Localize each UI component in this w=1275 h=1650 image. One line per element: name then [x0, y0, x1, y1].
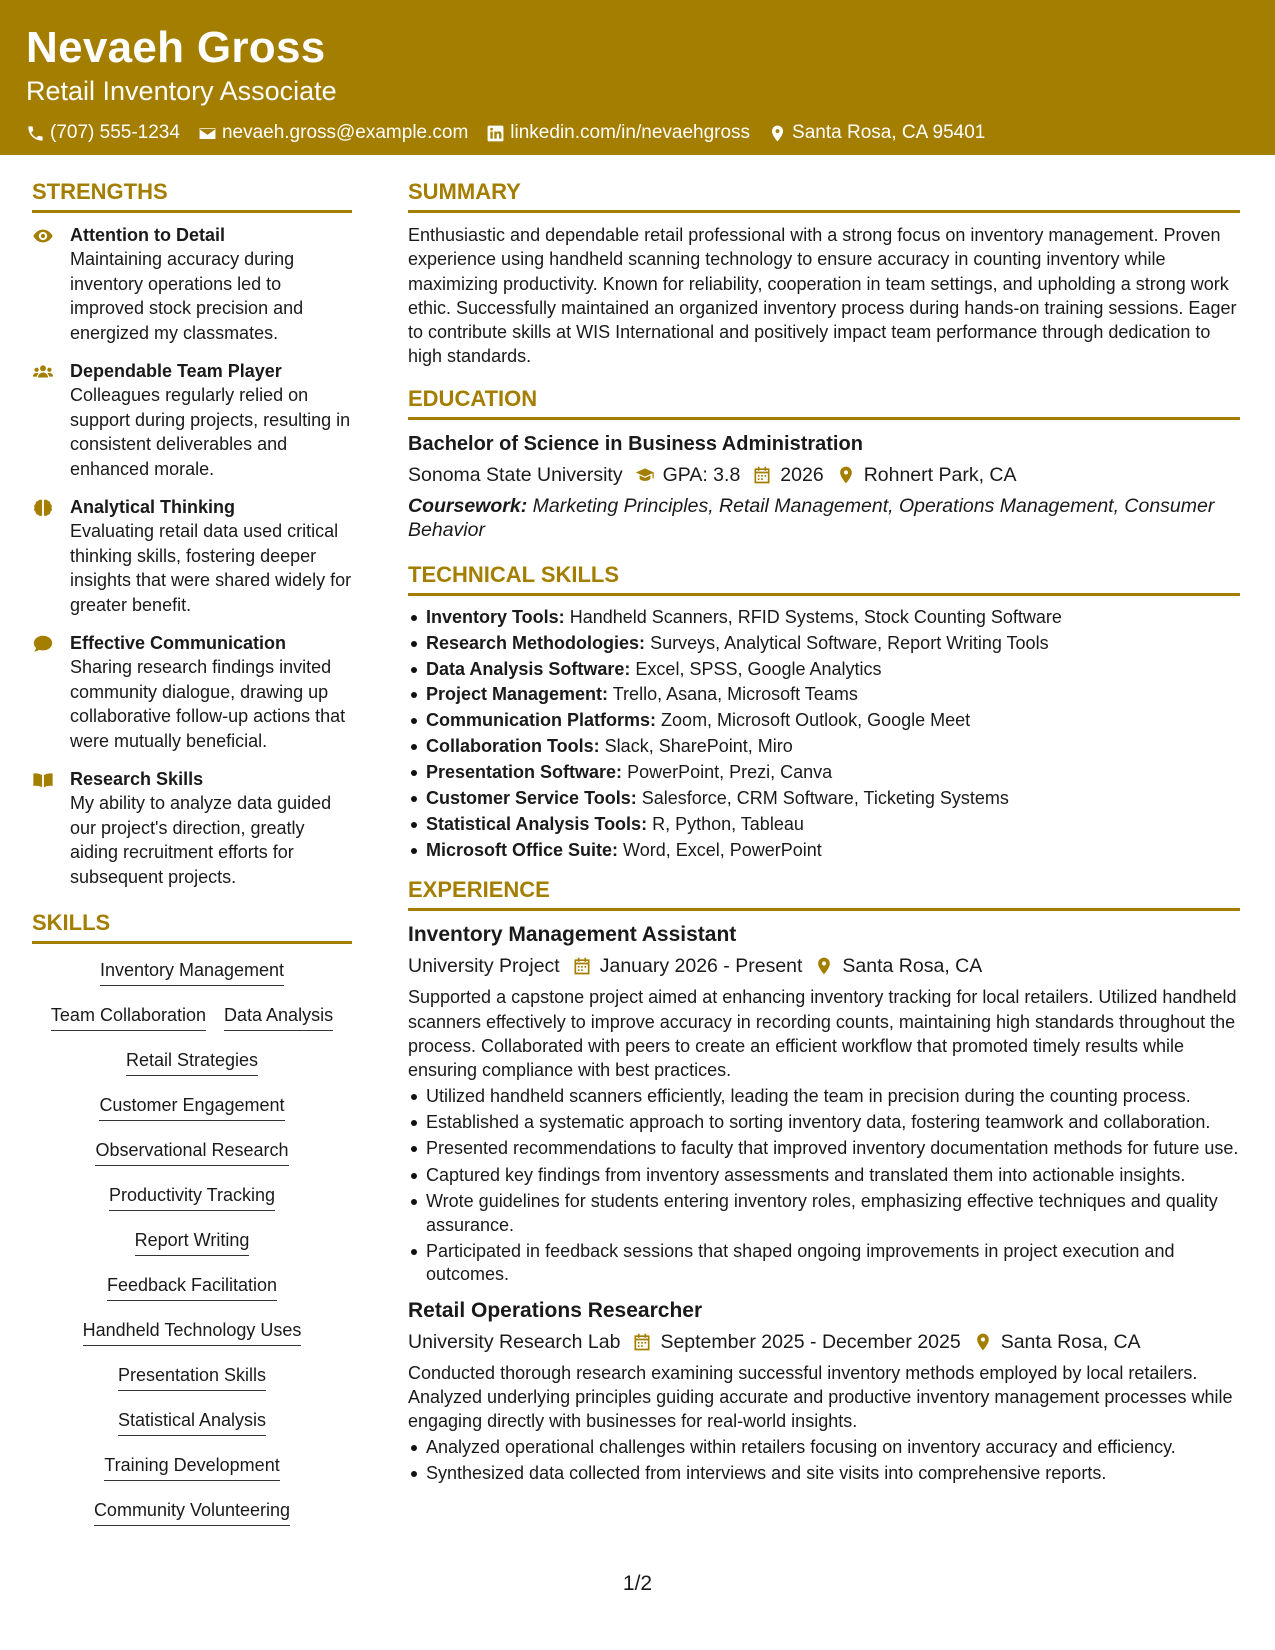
- technical-skills-heading: TECHNICAL SKILLS: [408, 561, 1240, 596]
- strength-item: [32, 223, 352, 345]
- tech-value: R, Python, Tableau: [652, 813, 804, 834]
- list-item: [426, 813, 1240, 837]
- tech-value: Excel, SPSS, Google Analytics: [635, 658, 882, 679]
- strength-desc: Sharing research findings invited community dialogue, drawing up collaborative follow-up actions that were mutually beneficial.: [70, 657, 346, 751]
- list-item: [426, 735, 1240, 759]
- tech-label: Presentation Software:: [426, 762, 623, 783]
- list-item: Wrote guidelines for students entering inventory roles, emphasizing effective techniques and quality assurance.: [426, 1190, 1240, 1237]
- comment-icon: [32, 633, 54, 655]
- tech-label: Microsoft Office Suite:: [426, 839, 619, 860]
- email-text: nevaeh.gross@example.com: [221, 122, 469, 143]
- tech-label: Customer Service Tools:: [426, 788, 637, 809]
- list-item: Synthesized data collected from interviews and site visits into comprehensive reports.: [426, 1462, 1240, 1485]
- technical-skills-list: [408, 606, 1240, 863]
- job-dates: January 2026 - Present: [599, 955, 803, 978]
- job-location: Santa Rosa, CA: [1000, 1330, 1141, 1353]
- skill-tag: Report Writing: [135, 1228, 250, 1256]
- tech-value: Trello, Asana, Microsoft Teams: [612, 684, 858, 705]
- tech-label: Collaboration Tools:: [426, 736, 600, 757]
- job-dates: September 2025 - December 2025: [660, 1330, 961, 1353]
- skill-tag: Community Volunteering: [94, 1498, 290, 1526]
- skill-tag: Customer Engagement: [99, 1093, 284, 1121]
- eye-icon: [32, 225, 54, 247]
- strength-title: Attention to Detail: [70, 225, 225, 245]
- coursework: [408, 494, 1240, 543]
- strengths-heading: STRENGTHS: [32, 178, 352, 213]
- strength-desc: Maintaining accuracy during inventory operations led to improved stock precision and energized my classmates.: [70, 249, 304, 343]
- strength-title: Analytical Thinking: [70, 497, 236, 517]
- contact-location: [768, 120, 985, 146]
- tech-label: Inventory Tools:: [426, 606, 565, 627]
- tech-label: Statistical Analysis Tools:: [426, 813, 648, 834]
- skills-list: [32, 958, 352, 1543]
- book-open-icon: [32, 769, 54, 791]
- calendar-icon: [752, 465, 772, 485]
- skill-tag: Team Collaboration: [51, 1003, 206, 1031]
- job-meta: [408, 1327, 1240, 1357]
- list-item: [426, 761, 1240, 785]
- degree-title: Bachelor of Science in Business Administration: [408, 432, 863, 455]
- skill-tag: Retail Strategies: [126, 1048, 258, 1076]
- summary-heading: SUMMARY: [408, 178, 1240, 213]
- strength-item: [32, 631, 352, 753]
- envelope-icon: [198, 124, 217, 143]
- job-location: Santa Rosa, CA: [842, 955, 983, 978]
- brain-icon: [32, 497, 54, 519]
- skills-heading: SKILLS: [32, 909, 352, 944]
- map-marker-icon: [814, 956, 834, 976]
- phone-icon: [26, 124, 45, 143]
- list-item: Established a systematic approach to sorting inventory data, fostering teamwork and collaboration.: [426, 1111, 1240, 1134]
- skill-tag: Inventory Management: [100, 958, 284, 986]
- graduation-cap-icon: [635, 465, 655, 485]
- tech-value: Salesforce, CRM Software, Ticketing Systems: [641, 788, 1009, 809]
- candidate-name: Nevaeh Gross: [26, 23, 326, 72]
- education-meta: [408, 460, 1240, 490]
- contact-linkedin[interactable]: [486, 120, 750, 146]
- list-item: [426, 709, 1240, 733]
- users-icon: [32, 361, 54, 383]
- strength-title: Research Skills: [70, 769, 204, 789]
- list-item: [426, 658, 1240, 682]
- skill-tag: Feedback Facilitation: [107, 1273, 277, 1301]
- coursework-list: Marketing Principles, Retail Management, Operations Management, Consumer Behavior: [408, 494, 1215, 542]
- contact-phone[interactable]: [26, 120, 180, 146]
- skill-tag: Data Analysis: [224, 1003, 333, 1031]
- coursework-label: Coursework:: [408, 494, 528, 517]
- tech-label: Research Methodologies:: [426, 632, 646, 653]
- job-org: University Project: [408, 955, 560, 978]
- tech-value: Zoom, Microsoft Outlook, Google Meet: [661, 710, 971, 731]
- linkedin-text: linkedin.com/in/nevaehgross: [510, 122, 751, 143]
- page-number: 1/2: [622, 1572, 653, 1595]
- list-item: [426, 683, 1240, 707]
- school-name: Sonoma State University: [408, 463, 623, 486]
- contact-bar: [26, 120, 1249, 146]
- job-bullets: [408, 1085, 1240, 1287]
- skill-tag: Handheld Technology Uses: [83, 1318, 302, 1346]
- contact-email[interactable]: [198, 120, 468, 146]
- list-item: Participated in feedback sessions that shaped ongoing improvements in project execution and outcomes.: [426, 1240, 1240, 1287]
- skill-tag: Statistical Analysis: [118, 1408, 266, 1436]
- left-column: [32, 178, 352, 1543]
- graduation-year: 2026: [780, 463, 824, 486]
- job-title: Inventory Management Assistant: [408, 923, 737, 947]
- header: [0, 0, 1275, 155]
- phone-text: (707) 555-1234: [50, 122, 180, 143]
- summary-text: Enthusiastic and dependable retail professional with a strong focus on inventory management. Proven experience using handheld scanning technology to ensure accuracy in counting inventory while maximizing productivity. Known for reliability, cooperation in team settings, and upholding a strong work ethic. Successfully maintained an organized inventory process during hands-on training sessions. Eager to contribute skills at WIS International and positively impact team performance through dedication to high standards.: [408, 225, 1237, 367]
- map-marker-icon: [973, 1332, 993, 1352]
- tech-value: Handheld Scanners, RFID Systems, Stock Counting Software: [569, 606, 1062, 627]
- list-item: [426, 606, 1240, 630]
- strength-item: [32, 359, 352, 481]
- strength-title: Effective Communication: [70, 633, 287, 653]
- job-description: Supported a capstone project aimed at enhancing inventory tracking for local retailers. Utilized handheld scanners effectively to improve accuracy in recording counts, maintaining high standards throughout the process. Collaborated with peers to create an efficient workflow that promoted timely results while ensuring compliance with best practices.: [408, 987, 1237, 1081]
- experience-heading: EXPERIENCE: [408, 876, 1240, 911]
- strength-item: [32, 495, 352, 617]
- strength-desc: Evaluating retail data used critical thinking skills, fostering deeper insights that were shared widely for greater benefit.: [70, 521, 352, 615]
- list-item: Utilized handheld scanners efficiently, leading the team in precision during the counting process.: [426, 1085, 1240, 1108]
- tech-label: Communication Platforms:: [426, 710, 657, 731]
- job-entry: [408, 1297, 1240, 1486]
- right-column: [408, 178, 1240, 1489]
- job-title: Retail Inventory Associate: [26, 76, 337, 106]
- job-org: University Research Lab: [408, 1330, 621, 1353]
- job-title: Retail Operations Researcher: [408, 1298, 703, 1322]
- map-marker-icon: [768, 124, 787, 143]
- tech-label: Project Management:: [426, 684, 609, 705]
- tech-value: Word, Excel, PowerPoint: [623, 839, 822, 860]
- skill-tag: Observational Research: [95, 1138, 288, 1166]
- location-text: Santa Rosa, CA 95401: [792, 122, 986, 143]
- job-bullets: [408, 1436, 1240, 1486]
- list-item: Analyzed operational challenges within retailers focusing on inventory accuracy and efficiency.: [426, 1436, 1240, 1459]
- job-entry: [408, 921, 1240, 1286]
- tech-value: PowerPoint, Prezi, Canva: [627, 762, 833, 783]
- list-item: Presented recommendations to faculty that improved inventory documentation methods for future use.: [426, 1137, 1240, 1160]
- list-item: [426, 839, 1240, 863]
- tech-label: Data Analysis Software:: [426, 658, 631, 679]
- map-marker-icon: [836, 465, 856, 485]
- skill-tag: Training Development: [104, 1453, 279, 1481]
- list-item: [426, 787, 1240, 811]
- school-location: Rohnert Park, CA: [863, 463, 1017, 486]
- calendar-icon: [632, 1332, 652, 1352]
- gpa: GPA: 3.8: [662, 463, 741, 486]
- calendar-icon: [572, 956, 592, 976]
- strength-item: [32, 767, 352, 889]
- skill-tag: Presentation Skills: [118, 1363, 266, 1391]
- job-description: Conducted thorough research examining successful inventory methods employed by local retailers. Analyzed underlying principles guiding accurate and productive inventory management processes while engaging directly with businesses for real-world insights.: [408, 1362, 1233, 1432]
- list-item: [426, 632, 1240, 656]
- linkedin-icon: [486, 124, 505, 143]
- strength-desc: My ability to analyze data guided our project's direction, greatly aiding recruitment efforts for subsequent projects.: [70, 793, 332, 887]
- job-meta: [408, 951, 1240, 981]
- strength-title: Dependable Team Player: [70, 361, 282, 381]
- strength-desc: Colleagues regularly relied on support during projects, resulting in consistent deliverables and enhanced morale.: [70, 385, 351, 479]
- tech-value: Surveys, Analytical Software, Report Writing Tools: [650, 632, 1049, 653]
- tech-value: Slack, SharePoint, Miro: [604, 736, 793, 757]
- skill-tag: Productivity Tracking: [109, 1183, 275, 1211]
- education-heading: EDUCATION: [408, 385, 1240, 420]
- list-item: Captured key findings from inventory assessments and translated them into actionable insights.: [426, 1164, 1240, 1187]
